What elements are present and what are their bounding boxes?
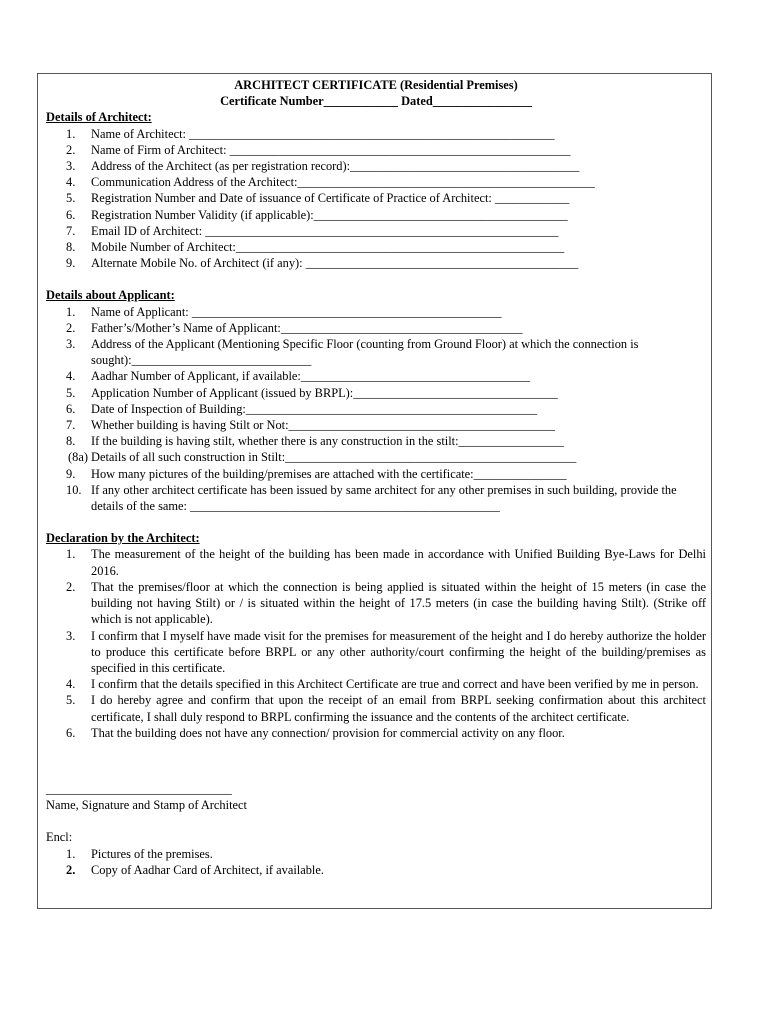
document-title: ARCHITECT CERTIFICATE (Residential Premises)	[234, 78, 518, 92]
item-number: 6.	[66, 207, 76, 222]
item-number: 1.	[66, 304, 76, 319]
item-number: 2.	[66, 862, 76, 877]
applicant-details-list	[46, 304, 706, 450]
item-number: 3.	[66, 628, 76, 643]
item-number: 2.	[66, 142, 76, 157]
architect-item-3	[46, 158, 706, 174]
enclosures-list	[46, 846, 706, 878]
applicant-item-8	[46, 433, 706, 449]
item-number: 9.	[66, 466, 76, 481]
item-text: I confirm that I myself have made visit for the premises for measurement of the height and I do hereby authorize the holder to produce this certificate before BRPL or any other authority/court confirming the height of the building/premises as specified in this certificate.	[91, 628, 706, 675]
applicant-item-1	[46, 304, 706, 320]
item-number: 3.	[66, 159, 76, 174]
applicant-item-5	[46, 385, 706, 401]
applicant-item-9	[46, 466, 706, 482]
applicant-item-2	[46, 320, 706, 336]
certificate-frame	[37, 73, 712, 909]
architect-item-7	[46, 223, 706, 239]
applicant-details-list-continued	[46, 466, 706, 515]
certificate-number-line: Certificate Number____________ Dated________________	[220, 94, 532, 109]
item-number: 4.	[66, 175, 76, 190]
item-text: Copy of Aadhar Card of Architect, if available.	[91, 862, 324, 877]
item-number: 1.	[66, 846, 76, 861]
item-number: 9.	[66, 256, 76, 271]
applicant-item-6	[46, 401, 706, 417]
item-text: Name of Architect: ___________________________________________________________	[91, 126, 555, 141]
item-number: 10.	[66, 482, 82, 497]
item-text: Name of Applicant: __________________________________________________	[91, 304, 502, 319]
architect-item-4	[46, 174, 706, 190]
item-text: Application Number of Applicant (issued by BRPL):_________________________________	[91, 385, 558, 400]
item-number: 5.	[66, 385, 76, 400]
declaration-item-1	[46, 546, 706, 578]
item-number: 7.	[66, 418, 76, 433]
item-text: Address of the Applicant (Mentioning Specific Floor (counting from Ground Floor) at which the connection is sought):_____________________________	[91, 337, 639, 368]
item-text: Email ID of Architect: _________________________________________________________	[91, 223, 559, 238]
item-text: That the premises/floor at which the connection is being applied is situated within the height of 15 meters (in case the building not having Stilt) or / is situated within the height of 17.5 meters (in case the building having Stilt). (Strike off which is not applicable).	[91, 579, 706, 627]
item-number: 2.	[66, 320, 76, 335]
item-number: 6.	[66, 725, 76, 740]
signature-line: ______________________________	[46, 781, 232, 796]
item-text: Father’s/Mother’s Name of Applicant:_______________________________________	[91, 320, 523, 335]
applicant-item-8a: (8a) Details of all such construction in Stilt:_______________________________________________	[68, 450, 577, 465]
item-text: Mobile Number of Architect:_____________________________________________________	[91, 240, 565, 255]
item-text: How many pictures of the building/premises are attached with the certificate:_______________	[91, 466, 567, 481]
item-number: 4.	[66, 677, 76, 692]
certificate-content	[46, 77, 706, 878]
signature-label: Name, Signature and Stamp of Architect	[46, 798, 247, 813]
architect-item-9	[46, 255, 706, 271]
item-text: The measurement of the height of the building has been made in accordance with Unified Building Bye-Laws for Delhi 2016.	[91, 547, 706, 578]
item-text: Communication Address of the Architect:________________________________________________	[91, 175, 595, 190]
item-number: 1.	[66, 126, 76, 141]
applicant-item-7	[46, 417, 706, 433]
item-text: Alternate Mobile No. of Architect (if any): ____________________________________________	[91, 256, 579, 271]
item-text: I confirm that the details specified in this Architect Certificate are true and correct and have been verified by me in person.	[91, 677, 699, 692]
item-text: If any other architect certificate has been issued by same architect for any other premises in such building, provide the details of the same: __________________________________________________	[91, 482, 677, 514]
declaration-heading: Declaration by the Architect:	[46, 531, 200, 546]
item-number: 5.	[66, 191, 76, 206]
architect-item-8	[46, 239, 706, 255]
architect-item-1	[46, 126, 706, 142]
item-text: Name of Firm of Architect: _______________________________________________________	[91, 142, 571, 157]
declaration-item-6	[46, 725, 706, 741]
architect-details-heading: Details of Architect:	[46, 110, 152, 125]
declaration-item-4	[46, 676, 706, 692]
item-number: 6.	[66, 401, 76, 416]
item-number: 1.	[66, 547, 76, 562]
architect-item-2	[46, 142, 706, 158]
item-number: 8.	[66, 434, 76, 449]
item-number: 3.	[66, 337, 76, 352]
item-text: I do hereby agree and confirm that upon the receipt of an email from BRPL seeking confirmation about this architect certificate, I shall duly respond to BRPL confirming the issuance and the contents of the architect certificate.	[91, 693, 706, 724]
item-text: Pictures of the premises.	[91, 846, 213, 861]
item-number: 2.	[66, 579, 76, 594]
applicant-item-10	[46, 482, 706, 514]
item-text: Aadhar Number of Applicant, if available:_____________________________________	[91, 369, 531, 384]
item-number: 8.	[66, 240, 76, 255]
enclosure-item-2	[46, 862, 706, 878]
applicant-item-3	[46, 336, 706, 368]
architect-item-6	[46, 207, 706, 223]
item-text: That the building does not have any connection/ provision for commercial activity on any floor.	[91, 725, 565, 740]
item-text: Address of the Architect (as per registration record):_____________________________________	[91, 159, 580, 174]
applicant-details-heading: Details about Applicant:	[46, 288, 175, 303]
item-number: 4.	[66, 369, 76, 384]
architect-item-5	[46, 190, 706, 206]
item-text: Date of Inspection of Building:_______________________________________________	[91, 401, 538, 416]
item-number: 5.	[66, 693, 76, 708]
declaration-item-3	[46, 628, 706, 677]
item-text: Registration Number and Date of issuance of Certificate of Practice of Architect: ____________	[91, 191, 570, 206]
enclosures-label: Encl:	[46, 830, 73, 845]
item-text: Registration Number Validity (if applicable):_________________________________________	[91, 207, 568, 222]
declaration-list	[46, 546, 706, 740]
declaration-item-2	[46, 579, 706, 628]
declaration-item-5	[46, 692, 706, 724]
item-number: 7.	[66, 223, 76, 238]
enclosure-item-1	[46, 846, 706, 862]
architect-details-list	[46, 126, 706, 272]
applicant-item-4	[46, 368, 706, 384]
item-text: Whether building is having Stilt or Not:___________________________________________	[91, 418, 555, 433]
item-text: If the building is having stilt, whether there is any construction in the stilt:_________________	[91, 434, 564, 449]
